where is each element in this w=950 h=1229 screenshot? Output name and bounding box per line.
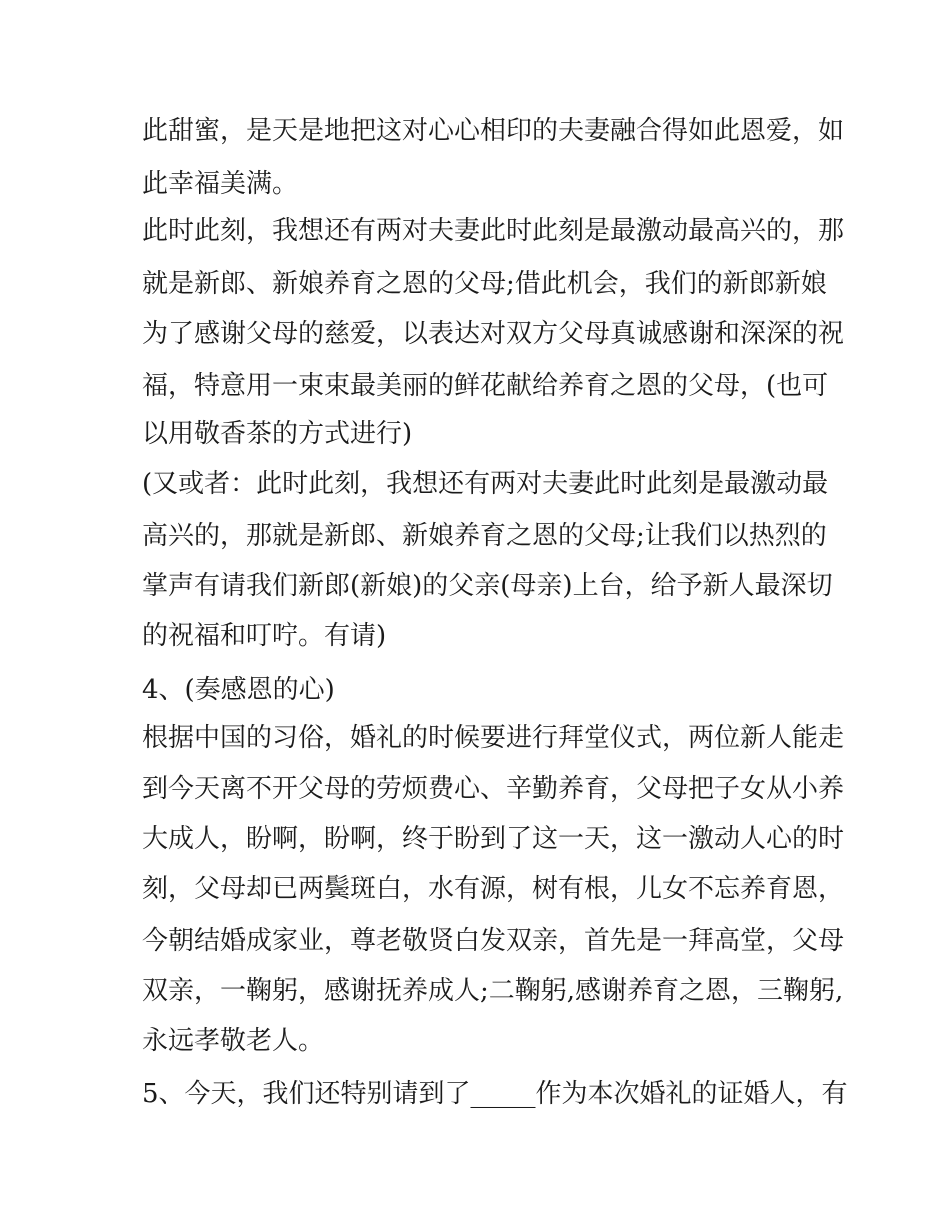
text-line: 的祝福和叮咛。有请)	[142, 621, 387, 651]
text-line: 此时此刻，我想还有两对夫妻此时此刻是最激动最高兴的，那	[142, 216, 845, 246]
text-line: 5、今天，我们还特别请到了_____作为本次婚礼的证婚人，有	[142, 1079, 848, 1109]
text-line: 今朝结婚成家业，尊老敬贤白发双亲，首先是一拜高堂，父母	[142, 926, 845, 956]
text-line: 双亲，一鞠躬，感谢抚养成人;二鞠躬,感谢养育之恩，三鞠躬,	[142, 976, 844, 1006]
text-line: 此幸福美满。	[142, 169, 299, 199]
text-line: (又或者：此时此刻，我想还有两对夫妻此时此刻是最激动最	[142, 469, 829, 499]
text-line: 永远孝敬老人。	[142, 1026, 325, 1056]
text-line: 就是新郎、新娘养育之恩的父母;借此机会，我们的新郎新娘	[142, 269, 827, 299]
text-line: 福，特意用一束束最美丽的鲜花献给养育之恩的父母，(也可	[142, 371, 829, 401]
section-heading: 4、(奏感恩的心)	[142, 675, 335, 705]
text-line: 掌声有请我们新郎(新娘)的父亲(母亲)上台，给予新人最深切	[142, 571, 833, 601]
text-line: 此甜蜜，是天是地把这对心心相印的夫妻融合得如此恩爱，如	[142, 116, 845, 146]
text-line: 刻，父母却已两鬓斑白，水有源，树有根，儿女不忘养育恩，	[142, 874, 845, 904]
text-line: 到今天离不开父母的劳烦费心、辛勤养育，父母把子女从小养	[142, 774, 845, 804]
text-line: 大成人，盼啊，盼啊，终于盼到了这一天，这一激动人心的时	[142, 824, 845, 854]
text-line: 为了感谢父母的慈爱，以表达对双方父母真诚感谢和深深的祝	[142, 319, 845, 349]
text-line: 以用敬香茶的方式进行)	[142, 419, 413, 449]
text-line: 高兴的，那就是新郎、新娘养育之恩的父母;让我们以热烈的	[142, 521, 827, 551]
text-line: 根据中国的习俗，婚礼的时候要进行拜堂仪式，两位新人能走	[142, 723, 845, 753]
